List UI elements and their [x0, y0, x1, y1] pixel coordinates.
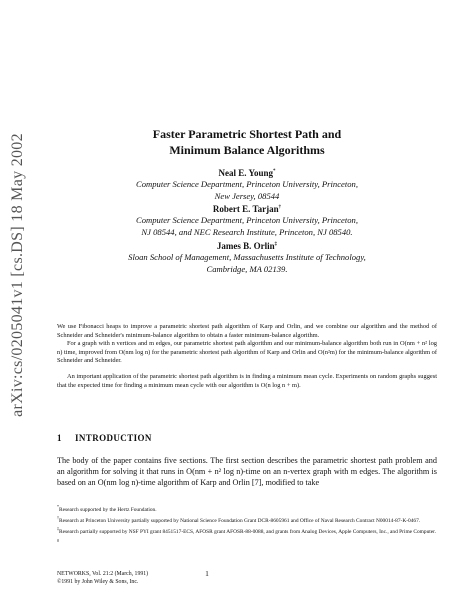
journal-info — [57, 571, 148, 586]
author-block-tarjan — [57, 202, 437, 238]
author-affiliation: Computer Science Department, Princeton University, Princeton, New Jersey, 08544 — [136, 179, 358, 201]
abstract-paragraph: We use Fibonacci heaps to improve a parametric shortest path algorithm of Karp and Orlin, and we combine our algorithm and the method of Schneider and Schneider's minimum-balance algorithm to obtain a faster minimum-balance algorithm. — [57, 323, 437, 339]
footnotes — [57, 503, 437, 548]
author-name: James B. Orlin‡ — [216, 241, 278, 251]
author-name: Robert E. Tarjan† — [212, 204, 282, 214]
footnote: *Research supported by the Hertz Foundation. — [57, 504, 157, 513]
paper-title — [57, 126, 437, 158]
section-heading — [57, 433, 152, 443]
author-block-orlin — [57, 239, 437, 275]
author-name: Neal E. Young* — [218, 168, 276, 178]
abstract — [57, 323, 437, 390]
abstract-paragraph: An important application of the parametric shortest path algorithm is in finding a minimum mean cycle. Experiments on random graphs suggest that the expected time for finding a minimum mean cycle with our algorithm is O(n log n + m). — [57, 372, 437, 389]
copyright-line: ©1991 by John Wiley & Sons, Inc. — [57, 578, 139, 585]
intro-paragraph: The body of the paper contains five sections. The first section describes the parametric shortest path problem and an algorithm for solving it that runs in O(nm + n² log n)-time on an n-vertex graph with m edges. The algorithm is based on an O(nm log n)-time algorithm of Karp and Orlin [7], modified to take — [57, 456, 437, 487]
author-affiliation: Computer Science Department, Princeton University, Princeton, NJ 08544, and NEC Research Institute, Princeton, NJ 08540. — [136, 215, 358, 237]
section-number: 1 — [57, 433, 62, 443]
paper-page — [57, 0, 437, 613]
arxiv-identifier: arXiv:cs/0205041v1 [cs.DS] 18 May 2002 — [9, 133, 27, 417]
page-number: 1 — [205, 569, 209, 578]
title-line-2: Minimum Balance Algorithms — [169, 143, 325, 157]
footnote: †Research at Princeton University partially supported by National Science Foundation Grant DCR-8605961 and Office of Naval Research Contract N00014-87-K-0467. — [57, 515, 421, 524]
section-title: INTRODUCTION — [75, 433, 152, 443]
author-block-young — [57, 166, 437, 202]
journal-citation: NETWORKS, Vol. 21:2 (March, 1991) — [57, 571, 149, 577]
author-affiliation: Sloan School of Management, Massachusetts Institute of Technology, Cambridge, MA 02139. — [128, 252, 366, 274]
title-line-1: Faster Parametric Shortest Path and — [152, 127, 342, 141]
abstract-paragraph: For a graph with n vertices and m edges, our parametric shortest path algorithm and our minimum-balance algorithm both run in O(nm + n² log n) time, improved from O(nm log n) for the parametric shortest path algorithm of Karp and Orlin and O(n²m) for the minimum-balance algorithm of Schneider and Schneider. — [57, 340, 437, 365]
footnote: 0 — [57, 537, 59, 543]
footnote: ‡Research partially supported by NSF PYI grant 8451517-ECS, AFOSR grant AFOSR-88-0088, and grants from Analog Devices, Apple Computers, Inc., and Prime Computer. — [57, 526, 437, 536]
arxiv-stamp — [6, 120, 30, 430]
